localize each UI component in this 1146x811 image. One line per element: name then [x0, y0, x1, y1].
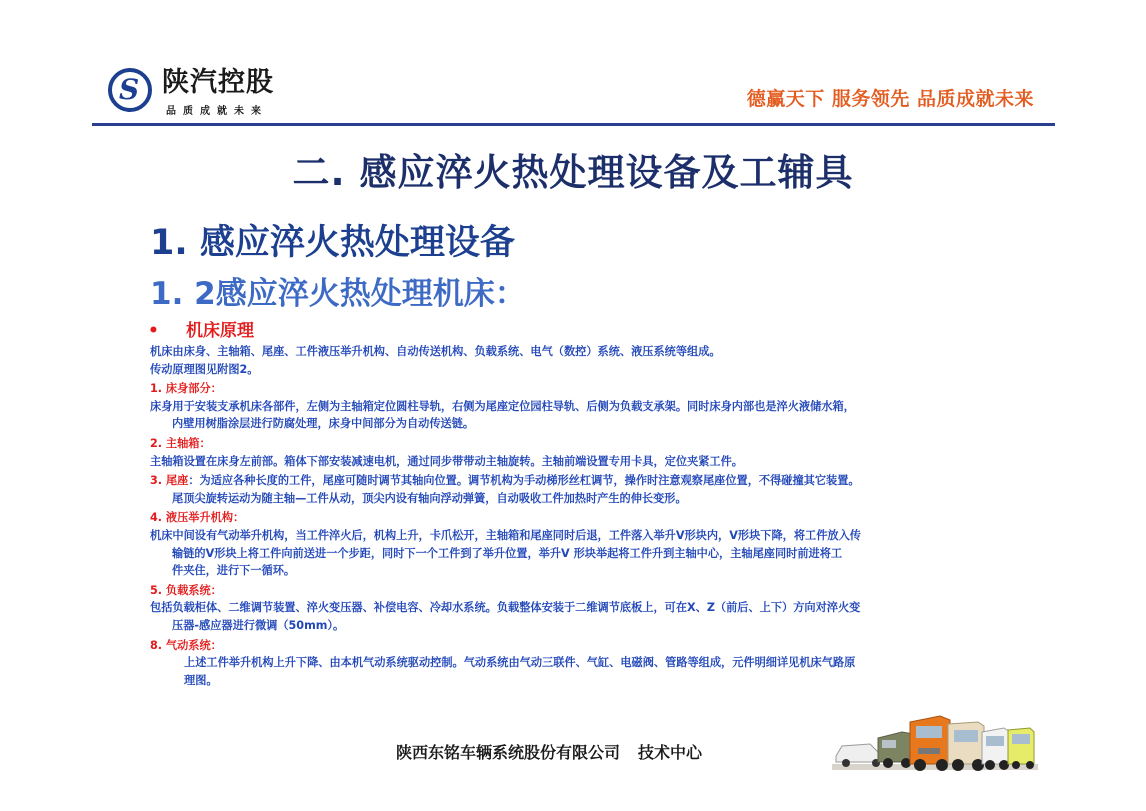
- footer-company: [396, 740, 702, 763]
- white-truck-icon: [982, 728, 1010, 770]
- bullet-label: 机床原理: [186, 321, 254, 341]
- paragraph-line: 输链的V形块上将工件向前送进一个步距，同时下一个工件到了举升位置，举升V 形块举起将工件升到主轴中心，主轴尾座同时前进将工: [172, 546, 843, 560]
- subsection-title: 1. 2感应淬火热处理机床：: [150, 276, 526, 312]
- header-divider: [92, 123, 1055, 126]
- paragraph-line: 包括负载柜体、二维调节装置、淬火变压器、补偿电容、冷却水系统。负载整体安装于二维调节底板上，可在X、Z（前后、上下）方向对淬火变: [150, 601, 861, 615]
- logo-emblem-icon: S: [108, 68, 152, 112]
- paragraph-line: 内壁用树脂涂层进行防腐处理，床身中间部分为自动传送链。: [172, 417, 475, 431]
- vehicles-image: [832, 708, 1038, 774]
- logo-name: 陕汽控股: [162, 67, 274, 98]
- paragraph-line: 床身用于安装支承机床各部件，左侧为主轴箱定位圆柱导轨，右侧为尾座定位园柱导轨、后侧为负载支承架。同时床身内部也是淬火液储水箱，: [150, 399, 855, 413]
- footer-company-name: 陕西东铭车辆系统股份有限公司: [396, 743, 621, 762]
- military-truck-icon: [878, 732, 914, 768]
- page-title: 二. 感应淬火热处理设备及工辅具: [292, 151, 854, 194]
- logo-tagline: 品质成就未来: [166, 106, 268, 117]
- section-heading-pneumatic: 8. 气动系统：: [150, 638, 222, 652]
- paragraph-line: 机床中间设有气动举升机构，当工件淬火后，机构上升，卡爪松开，主轴箱和尾座同时后退，工件落入举升V形块内，V形块下降，将工件放入传: [150, 528, 861, 542]
- body-content: [150, 343, 1020, 689]
- section-heading-spindle: 2. 主轴箱：: [150, 436, 211, 450]
- header-slogan: 德赢天下 服务领先 品质成就未来: [746, 88, 1034, 110]
- paragraph-line: 理图。: [184, 673, 218, 687]
- section-heading-bed: 1. 床身部分：: [150, 382, 222, 396]
- orange-truck-icon: [910, 716, 950, 771]
- bullet-heading: [148, 316, 254, 341]
- paragraph-line: 件夹住，进行下一循环。: [172, 564, 296, 578]
- beige-truck-icon: [948, 722, 984, 771]
- section-title: 1. 感应淬火热处理设备: [150, 223, 515, 263]
- bullet-icon: •: [148, 321, 159, 341]
- bus-icon: [1008, 728, 1034, 769]
- section-heading-lift: 4. 液压举升机构：: [150, 511, 245, 525]
- paragraph-line: 上述工件举升机构上升下降、由本机气动系统驱动控制。气动系统由气动三联件、气缸、电磁阀、管路等组成，元件明细详见机床气路原: [184, 656, 856, 670]
- paragraph-line: 主轴箱设置在床身左前部。箱体下部安装减速电机，通过同步带带动主轴旋转。主轴前端设置专用卡具，定位夹紧工件。: [150, 454, 743, 468]
- paragraph-line: 尾顶尖旋转运动为随主轴—工件从动，顶尖内设有轴向浮动弹簧，自动吸收工件加热时产生的伸长变形。: [172, 491, 687, 505]
- company-logo: [108, 66, 308, 118]
- intro-line: 传动原理图见附图2。: [150, 362, 259, 376]
- footer-department: 技术中心: [638, 743, 703, 762]
- paragraph-line: 压器-感应器进行微调（50mm）。: [172, 618, 345, 632]
- section-heading-load: 5. 负载系统：: [150, 583, 222, 597]
- section-heading-tailstock: 3. 尾座：为适应各种长度的工件，尾座可随时调节其轴向位置。调节机构为手动梯形丝杠调节，操作时注意观察尾座位置，不得碰撞其它装置。: [150, 474, 860, 488]
- intro-line: 机床由床身、主轴箱、尾座、工件液压举升机构、自动传送机构、负载系统、电气（数控）系统、液压系统等组成。: [150, 345, 721, 358]
